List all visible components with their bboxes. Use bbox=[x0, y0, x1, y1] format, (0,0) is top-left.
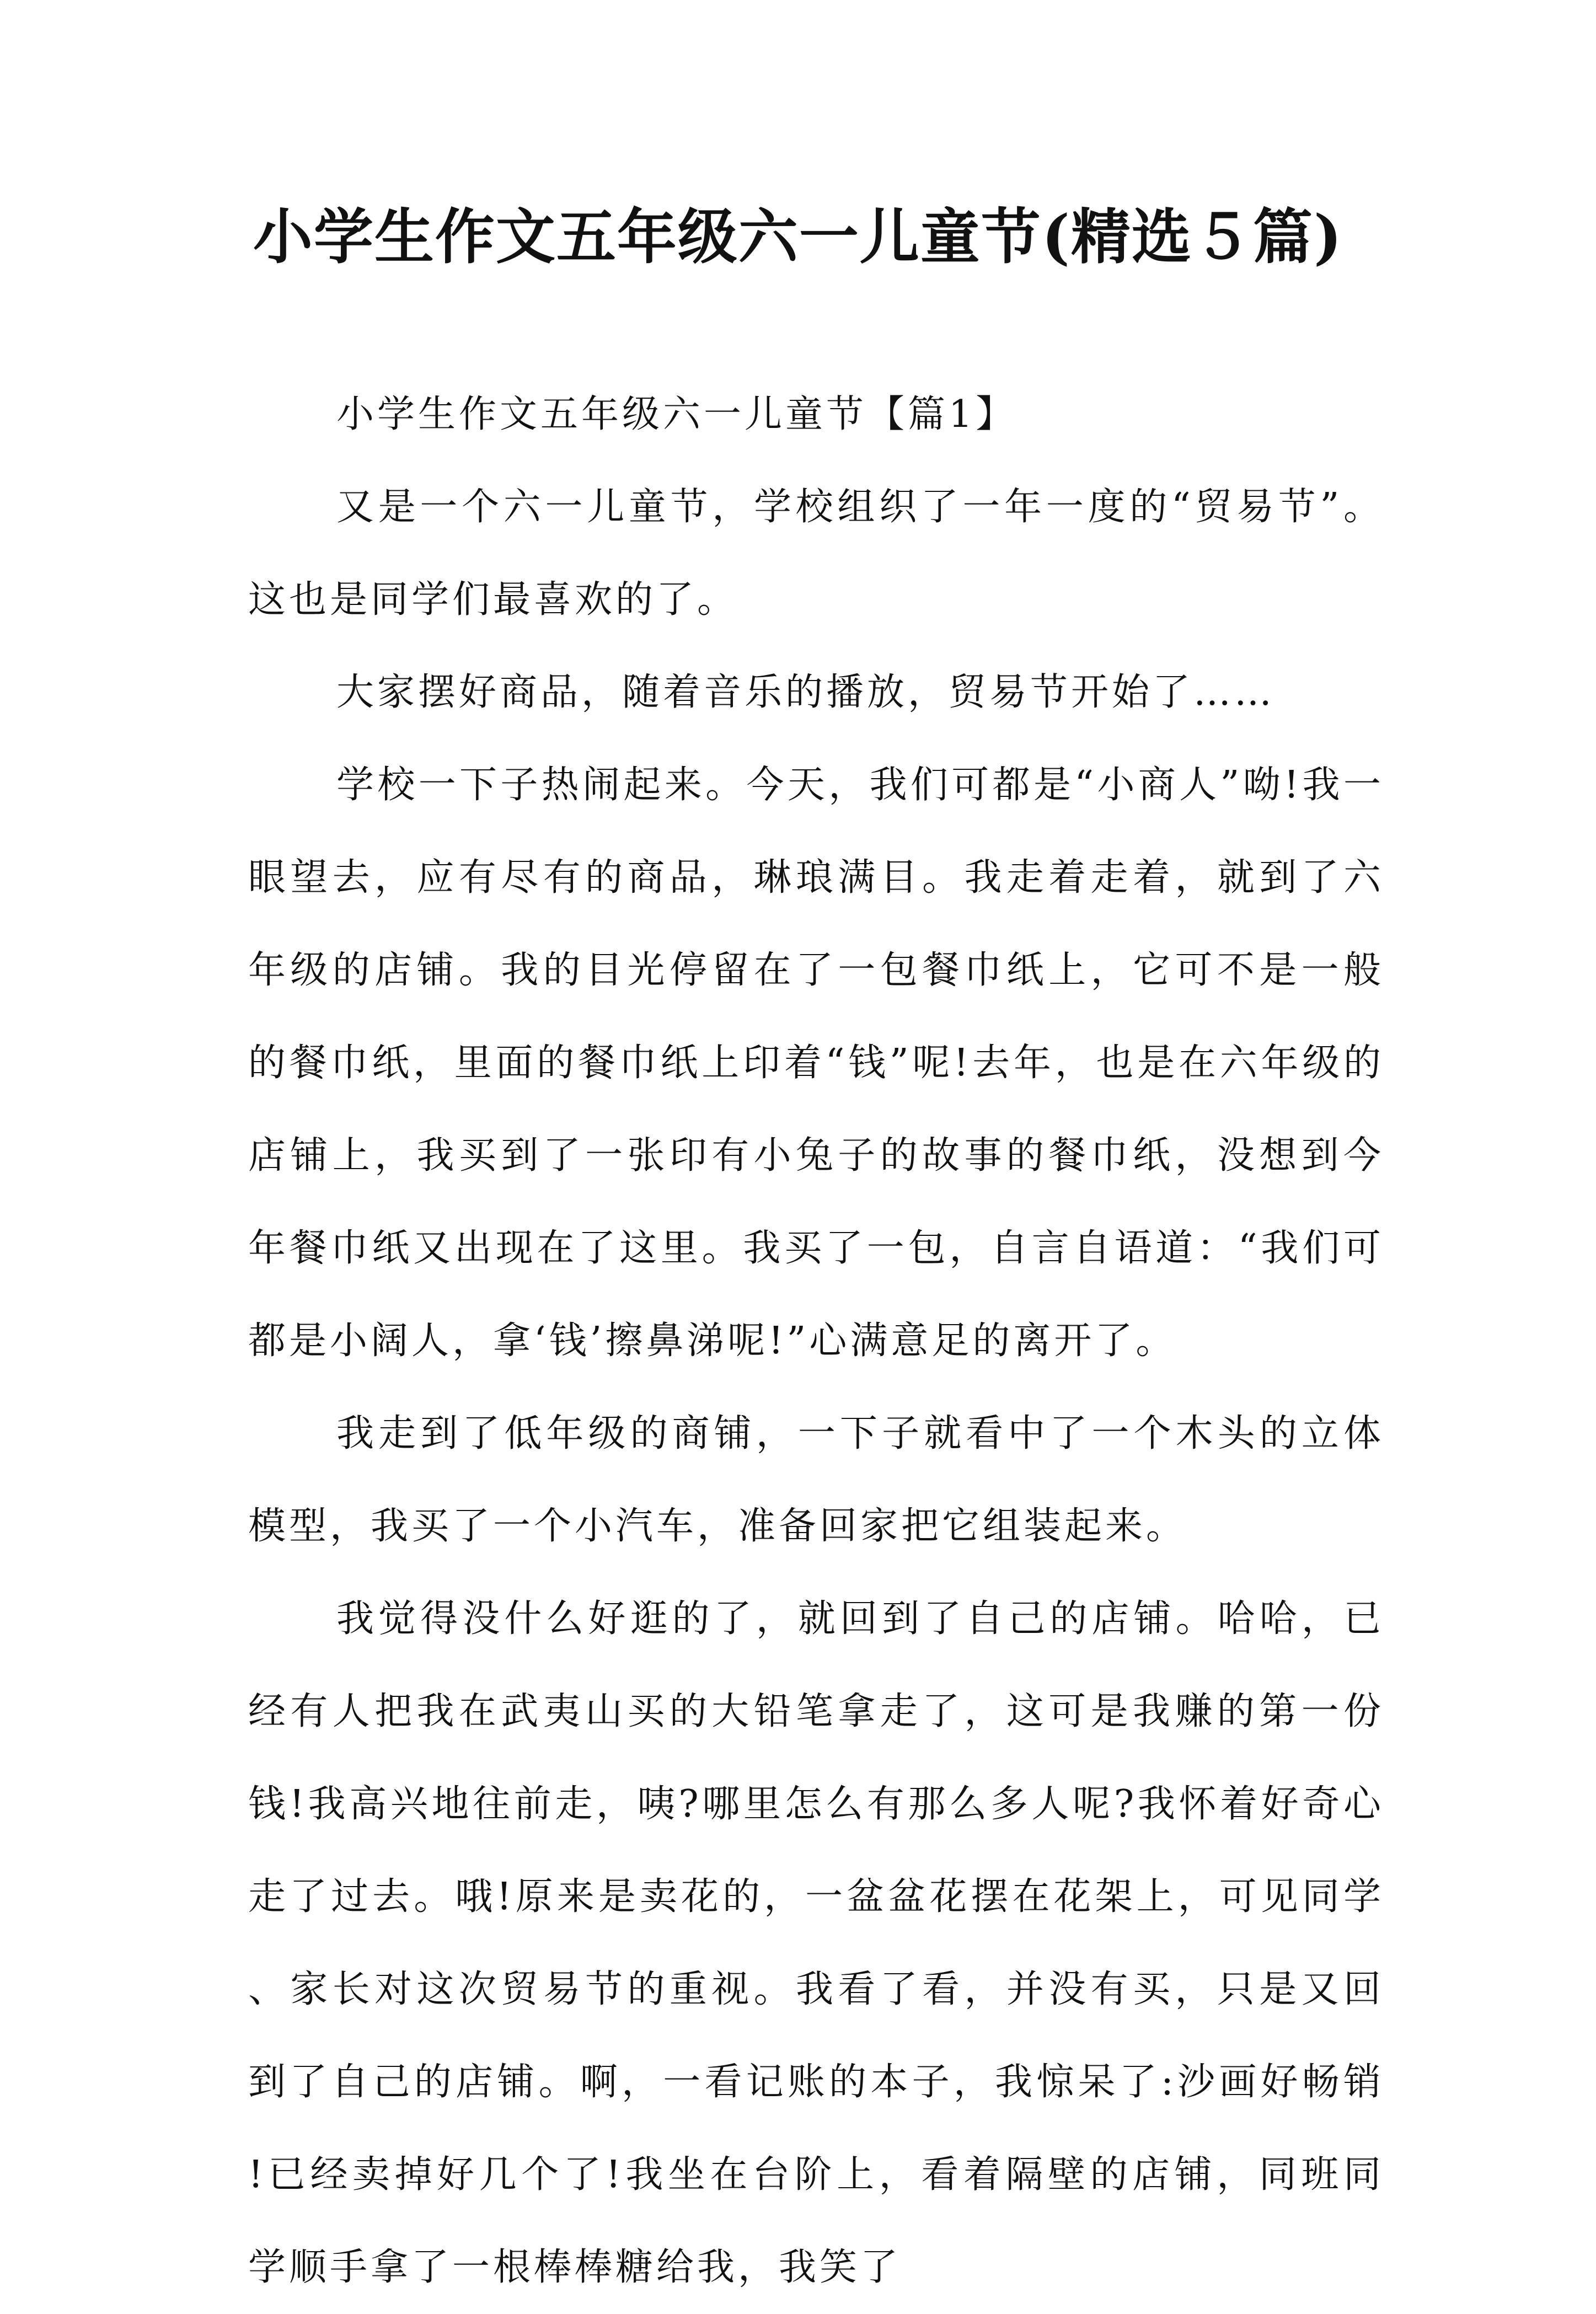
paragraph: 我走到了低年级的商铺，一下子就看中了一个木头的立体模型，我买了一个小汽车，准备回家把它组装起来。 bbox=[248, 1412, 1384, 1548]
paragraph: 学校一下子热闹起来。今天，我们可都是“小商人”呦!我一眼望去，应有尽有的商品，琳琅满目。我走着走着，就到了六年级的店铺。我的目光停留在了一包餐巾纸上，它可不是一般的餐巾纸，里面的餐巾纸上印着“钱”呢!去年，也是在六年级的店铺上，我买到了一张印有小兔子的故事的餐巾纸，没想到今年餐巾纸又出现在了这里。我买了一包，自言自语道：“我们可都是小阔人，拿‘钱’擦鼻涕呢!”心满意足的离开了。 bbox=[248, 763, 1384, 1363]
document-body bbox=[248, 368, 1384, 2314]
document-title: 小学生作文五年级六一儿童节(精选５篇) bbox=[253, 202, 1343, 272]
paragraph: 我觉得没什么好逛的了，就回到了自己的店铺。哈哈，已经有人把我在武夷山买的大铅笔拿走了，这可是我赚的第一份钱!我高兴地往前走，咦?哪里怎么有那么多人呢?我怀着好奇心走了过去。哦!原来是卖花的，一盆盆花摆在花架上，可见同学、家长对这次贸易节的重视。我看了看，并没有买，只是又回到了自己的店铺。啊，一看记账的本子，我惊呆了:沙画好畅销!已经卖掉好几个了!我坐在台阶上，看着隔壁的店铺，同班同学顺手拿了一根棒棒糖给我，我笑了 bbox=[248, 1597, 1384, 2289]
paragraph: 大家摆好商品，随着音乐的播放，贸易节开始了…… bbox=[336, 671, 1276, 714]
section-heading: 小学生作文五年级六一儿童节【篇1】 bbox=[336, 393, 1017, 436]
paragraph: 又是一个六一儿童节，学校组织了一年一度的“贸易节”。这也是同学们最喜欢的了。 bbox=[248, 485, 1384, 622]
